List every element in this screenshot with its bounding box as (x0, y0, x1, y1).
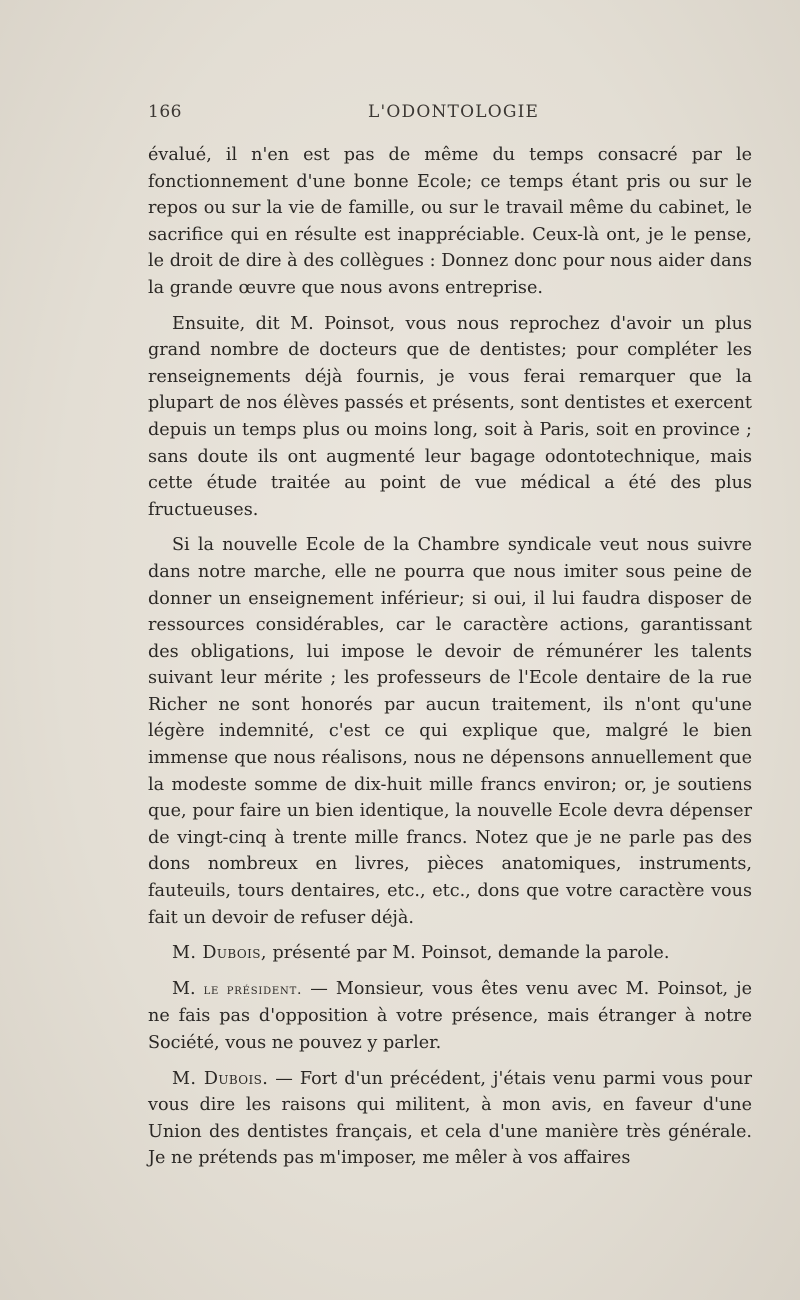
running-title: L'ODONTOLOGIE (368, 102, 540, 122)
paragraph-dubois-speech (148, 1066, 752, 1172)
running-head (148, 102, 752, 130)
speaker-name: M. Dubois. (172, 1068, 269, 1089)
body-text (148, 142, 752, 1172)
speaker-name: M. Dubois, (172, 943, 267, 964)
speaker-prefix: M. (172, 978, 204, 999)
page-number: 166 (148, 102, 182, 122)
paragraph-poinsot-reply: Ensuite, dit M. Poinsot, vous nous reprochez d'avoir un plus grand nombre de docteurs que de dentistes; pour compléter les renseignements déjà fournis, je vous ferai remarquer que la plupart de nos élèves passés et présents, sont dentistes et exercent depuis un temps plus ou moins long, soit à Paris, soit en province ; sans doute ils ont augmenté leur bagage odontotechnique, mais cette étude traitée au point de vue médical a été des plus fructueuses. (148, 313, 752, 520)
paragraph-new-school: Si la nouvelle Ecole de la Chambre syndicale veut nous suivre dans notre marche, elle ne pourra que nous imiter sous peine de donner un enseignement inférieur; si oui, il lui faudra disposer de ressources considérables, car le caractère actions, garantissant des obligations, lui impose le devoir de rémunérer les talents suivant leur mérite ; les professeurs de l'Ecole dentaire de la rue Richer ne sont honorés par aucun traitement, ils n'ont qu'une légère indemnité, c'est ce qui explique que, malgré le bien immense que nous réalisons, nous ne dépensons annuellement que la modeste somme de dix-huit mille francs environ; or, je soutiens que, pour faire un bien identique, la nouvelle Ecole devra dépenser de vingt-cinq à trente mille francs. Notez que je ne parle pas des dons nombreux en livres, pièces anatomiques, instruments, fauteuils, tours dentaires, etc., etc., dons que votre caractère vous fait un devoir de refuser déjà. (148, 535, 752, 928)
paragraph-president (148, 976, 752, 1057)
paragraph-continuation: évalué, il n'en est pas de même du temps consacré par le fonctionnement d'une bonne Ecole; ce temps étant pris ou sur le repos ou sur la vie de famille, ou sur le travail même du cabinet, le sacrifice qui en résulte est inappréciable. Ceux-là ont, je le pense, le droit de dire à des collègues : Donnez donc pour nous aider dans la grande œuvre que nous avons entreprise. (148, 145, 752, 298)
speech-text: — Fort d'un précédent, j'étais venu parmi vous pour vous dire les raisons qui militent, à mon avis, en faveur d'une Union des dentistes français, et cela d'une manière très générale. Je ne prétends pas m'imposer, me mêler à vos affaires (148, 1068, 752, 1169)
paragraph-dubois-request (148, 940, 752, 967)
speech-text: présenté par M. Poinsot, demande la parole. (266, 943, 670, 964)
speech-text: — Monsieur, vous êtes venu avec M. Poinsot, je ne fais pas d'opposition à votre présence, mais étranger à notre Société, vous ne pouvez y parler. (148, 978, 752, 1053)
speaker-name: le président. (203, 981, 303, 998)
